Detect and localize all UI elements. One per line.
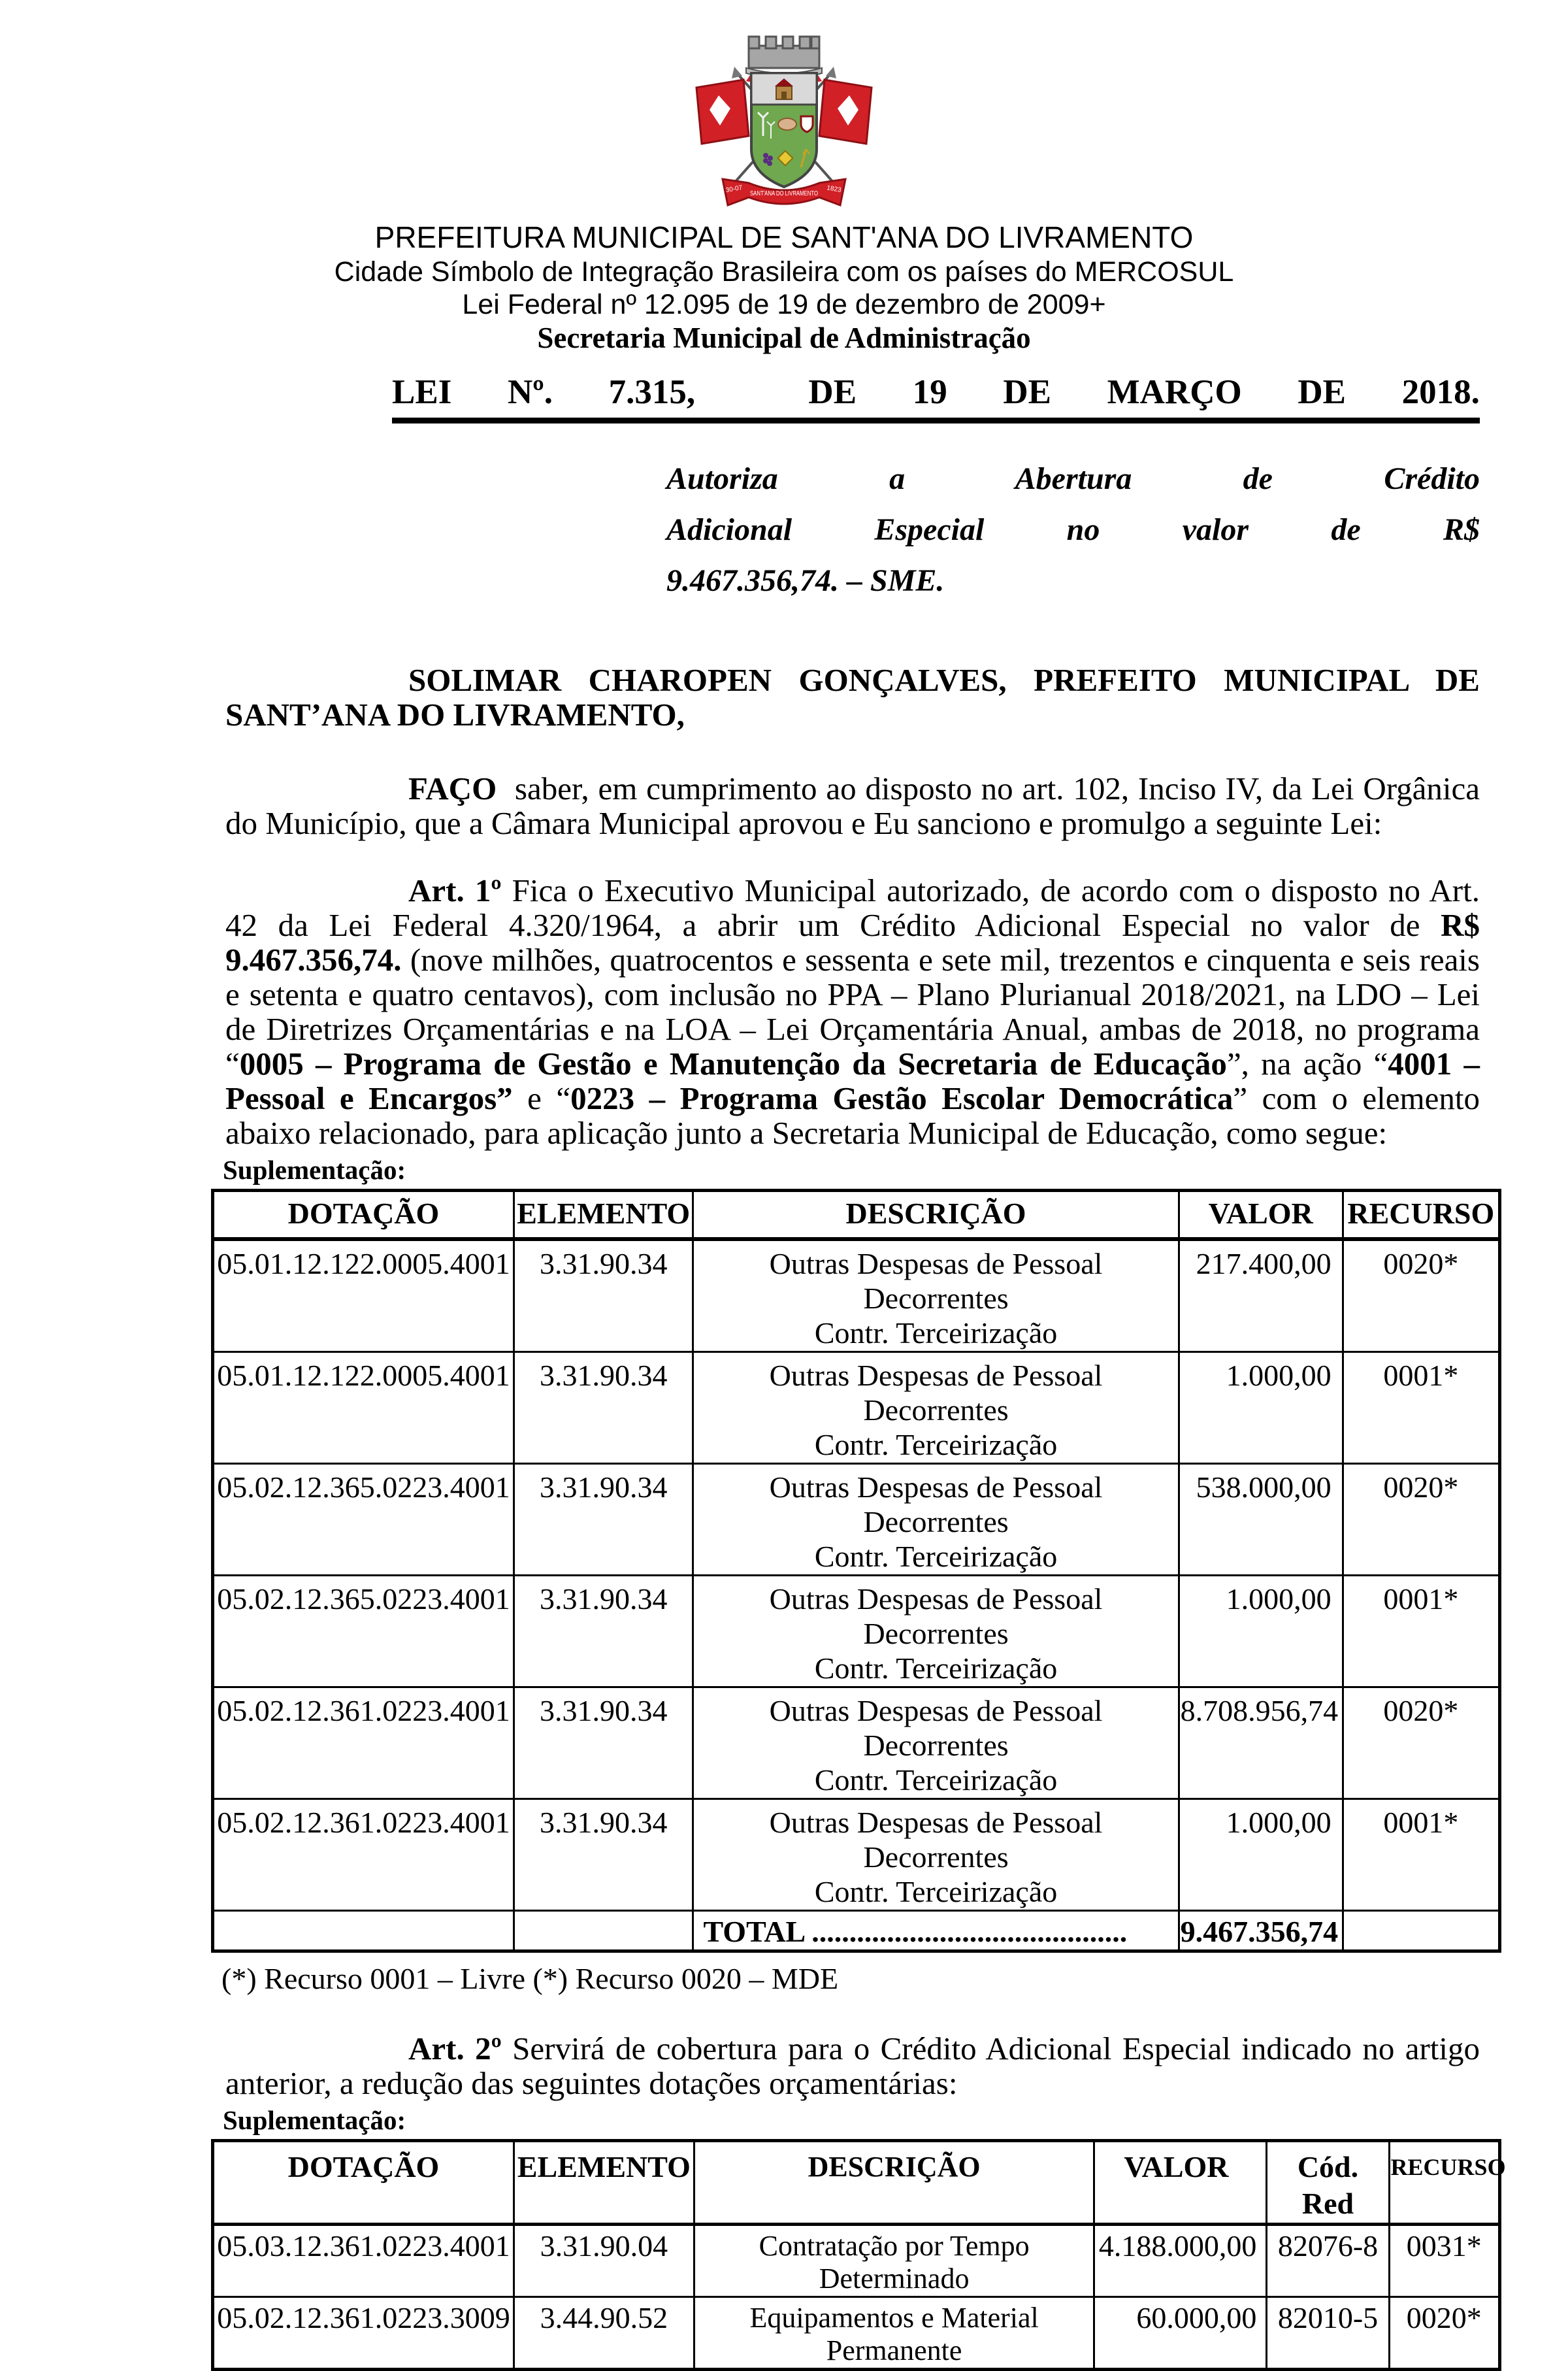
descricao-line2: Contr. Terceirização	[814, 1763, 1058, 1797]
cell-descricao	[693, 1352, 1179, 1464]
column-header-dotacao: DOTAÇÃO	[213, 1191, 514, 1240]
cell-elemento: 3.31.90.04	[514, 2225, 694, 2297]
cell-descricao: Contratação por Tempo Determinado	[694, 2225, 1094, 2297]
table-row	[213, 2297, 1500, 2370]
paragraph-preamble: SOLIMAR CHAROPEN GONÇALVES, PREFEITO MUNICIPAL DE SANT’ANA DO LIVRAMENTO,	[225, 662, 1480, 733]
cell-dotacao: 05.01.12.122.0005.4001	[213, 1352, 514, 1464]
cell-dotacao: 05.02.12.361.0223.3009	[213, 2297, 514, 2370]
cell-recurso: 0020*	[1343, 1687, 1499, 1799]
org-motto: Cidade Símbolo de Integração Brasileira com os países do MERCOSUL	[334, 256, 1234, 288]
column-header-elemento: ELEMENTO	[514, 1191, 693, 1240]
crest-ribbon-text: SANT'ANA DO LIVRAMENTO	[750, 190, 819, 197]
org-secretariat: Secretaria Municipal de Administração	[537, 322, 1031, 354]
descricao-line1: Outras Despesas de Pessoal Decorrentes	[769, 1247, 1103, 1315]
cell-cod-red: 82010-5	[1267, 2297, 1389, 2370]
cod-red-line2: Red	[1301, 2187, 1354, 2220]
cell-descricao	[693, 1687, 1179, 1799]
table-header-row	[213, 1191, 1500, 1240]
table-row	[213, 1799, 1500, 1911]
crest-ribbon-right-date: 1823	[826, 184, 842, 194]
cell-elemento: 3.31.90.34	[514, 1464, 693, 1576]
epigraph-line: 9.467.356,74. – SME.	[666, 563, 945, 598]
descricao-line1: Outras Despesas de Pessoal Decorrentes	[769, 1470, 1103, 1538]
cell-empty	[1343, 1911, 1499, 1951]
cell-dotacao: 05.02.12.361.0223.4001	[213, 1687, 514, 1799]
cell-dotacao: 05.02.12.361.0223.4001	[213, 1799, 514, 1911]
cell-valor: 217.400,00	[1179, 1239, 1343, 1352]
epigraph-line: Adicional Especial no valor de R$	[666, 512, 1480, 547]
cell-descricao	[693, 1464, 1179, 1576]
descricao-line1: Outras Despesas de Pessoal Decorrentes	[769, 1806, 1103, 1874]
descricao-line2: Contr. Terceirização	[814, 1428, 1058, 1461]
cell-dotacao: 05.01.12.122.0005.4001	[213, 1239, 514, 1352]
descricao-line2: Contr. Terceirização	[814, 1316, 1058, 1350]
org-federal-law-line: Lei Federal nº 12.095 de 19 de dezembro de 2009+	[462, 289, 1106, 320]
supplement-table	[211, 1189, 1501, 1953]
cell-elemento: 3.31.90.34	[514, 1687, 693, 1799]
paragraph-art-1: Art. 1º Fica o Executivo Municipal autorizado, de acordo com o disposto no Art. 42 da Lei Federal 4.320/1964, a abrir um Crédito Adicional Especial no valor de R$ 9.467.356,74. (nove milhões, quatrocentos e sessenta e sete mil, trezentos e cinquenta e seis reais e setenta e quatro centavos), com inclusão no PPA – Plano Plurianual 2018/2021, na LDO – Lei de Diretrizes Orçamentárias e na LOA – Lei Orçamentária Anual, ambas de 2018, no programa “0005 – Programa de Gestão e Manutenção da Secretaria de Educação”, na ação “4001 – Pessoal e Encargos” e “0223 – Programa Gestão Escolar Democrática” com o elemento abaixo relacionado, para aplicação junto a Secretaria Municipal de Educação, como segue:	[225, 872, 1480, 1151]
cell-recurso: 0001*	[1343, 1799, 1499, 1911]
cell-elemento: 3.31.90.34	[514, 1352, 693, 1464]
law-title	[392, 373, 1480, 423]
column-header-descricao: DESCRIÇÃO	[694, 2141, 1094, 2225]
table-row	[213, 1687, 1500, 1799]
law-title-word: Nº.	[507, 373, 553, 411]
descricao-line1: Outras Despesas de Pessoal Decorrentes	[769, 1694, 1103, 1762]
cell-valor: 8.708.956,74	[1179, 1687, 1343, 1799]
cell-total-label: TOTAL ..........................................	[693, 1911, 1179, 1951]
cell-valor: 4.188.000,00	[1094, 2225, 1267, 2297]
table-row	[213, 1239, 1500, 1352]
column-header-elemento: ELEMENTO	[514, 2141, 694, 2225]
law-title-word: 7.315,	[608, 373, 696, 411]
table-header-row	[213, 2141, 1500, 2225]
cell-valor: 1.000,00	[1179, 1576, 1343, 1687]
cell-elemento: 3.31.90.34	[514, 1576, 693, 1687]
column-header-dotacao: DOTAÇÃO	[213, 2141, 514, 2225]
law-title-word: MARÇO	[1107, 373, 1242, 411]
cell-recurso: 0020*	[1343, 1464, 1499, 1576]
cod-red-line1: Cód.	[1297, 2150, 1359, 2183]
cell-elemento: 3.31.90.34	[514, 1799, 693, 1911]
cell-recurso: 0020*	[1389, 2297, 1499, 2370]
table-row	[213, 1352, 1500, 1464]
paragraph-art-2: Art. 2º Servirá de cobertura para o Crédito Adicional Especial indicado no artigo anterior, a redução das seguintes dotações orçamentárias:	[225, 2031, 1480, 2101]
column-header-cod-red	[1267, 2141, 1389, 2225]
resource-footnote: (*) Recurso 0001 – Livre (*) Recurso 0020 – MDE	[221, 1962, 839, 1995]
table-total-row	[213, 1911, 1500, 1951]
supplement-label-2: Suplementação:	[223, 2105, 406, 2135]
table-row	[213, 2225, 1500, 2297]
law-title-word: DE	[808, 373, 857, 411]
cell-recurso: 0001*	[1343, 1576, 1499, 1687]
cell-descricao: Equipamentos e Material Permanente	[694, 2297, 1094, 2370]
cell-empty	[514, 1911, 693, 1951]
cell-elemento: 3.44.90.52	[514, 2297, 694, 2370]
column-header-recurso: RECURSO	[1389, 2141, 1499, 2225]
descricao-line1: Outras Despesas de Pessoal Decorrentes	[769, 1582, 1103, 1650]
law-title-word: LEI	[392, 373, 452, 411]
cell-descricao	[693, 1239, 1179, 1352]
descricao-line2: Contr. Terceirização	[814, 1875, 1058, 1908]
document-page	[0, 33, 1568, 2366]
descricao-line2: Contr. Terceirização	[814, 1540, 1058, 1573]
crest-ribbon-left-date: 30-07	[725, 184, 743, 195]
cell-empty	[213, 1911, 514, 1951]
column-header-recurso: RECURSO	[1343, 1191, 1499, 1240]
reduction-table	[211, 2139, 1506, 2371]
cell-recurso: 0031*	[1389, 2225, 1499, 2297]
law-title-word: 2018.	[1401, 373, 1480, 411]
cell-total-value: 9.467.356,74	[1179, 1911, 1343, 1951]
cell-descricao	[693, 1576, 1179, 1687]
law-title-word: 19	[912, 373, 947, 411]
municipal-coat-of-arms-icon	[686, 33, 882, 216]
table-row	[213, 1576, 1500, 1687]
column-header-valor: VALOR	[1179, 1191, 1343, 1240]
law-epigraph	[666, 454, 1480, 606]
column-header-descricao: DESCRIÇÃO	[693, 1191, 1179, 1240]
cell-descricao	[693, 1799, 1179, 1911]
cell-valor: 1.000,00	[1179, 1352, 1343, 1464]
column-header-valor: VALOR	[1094, 2141, 1267, 2225]
table-row	[213, 1464, 1500, 1576]
letterhead	[0, 33, 1568, 356]
cell-elemento: 3.31.90.34	[514, 1239, 693, 1352]
cell-valor: 538.000,00	[1179, 1464, 1343, 1576]
supplement-label-1: Suplementação:	[223, 1155, 406, 1185]
cell-valor: 60.000,00	[1094, 2297, 1267, 2370]
cell-recurso: 0001*	[1343, 1352, 1499, 1464]
cell-recurso: 0020*	[1343, 1239, 1499, 1352]
law-title-word: DE	[1003, 373, 1051, 411]
paragraph-faco: FAÇO saber, em cumprimento ao disposto no art. 102, Inciso IV, da Lei Orgânica do Município, que a Câmara Municipal aprovou e Eu sanciono e promulgo a seguinte Lei:	[225, 771, 1480, 841]
cell-dotacao: 05.02.12.365.0223.4001	[213, 1576, 514, 1687]
document-body	[0, 373, 1568, 2371]
cell-cod-red: 82076-8	[1267, 2225, 1389, 2297]
descricao-line2: Contr. Terceirização	[814, 1651, 1058, 1685]
epigraph-line: Autoriza a Abertura de Crédito	[666, 461, 1480, 496]
org-name: PREFEITURA MUNICIPAL DE SANT'ANA DO LIVRAMENTO	[374, 220, 1194, 254]
cell-dotacao: 05.02.12.365.0223.4001	[213, 1464, 514, 1576]
descricao-line1: Outras Despesas de Pessoal Decorrentes	[769, 1359, 1103, 1427]
law-title-word: DE	[1298, 373, 1346, 411]
cell-dotacao: 05.03.12.361.0223.4001	[213, 2225, 514, 2297]
cell-valor: 1.000,00	[1179, 1799, 1343, 1911]
